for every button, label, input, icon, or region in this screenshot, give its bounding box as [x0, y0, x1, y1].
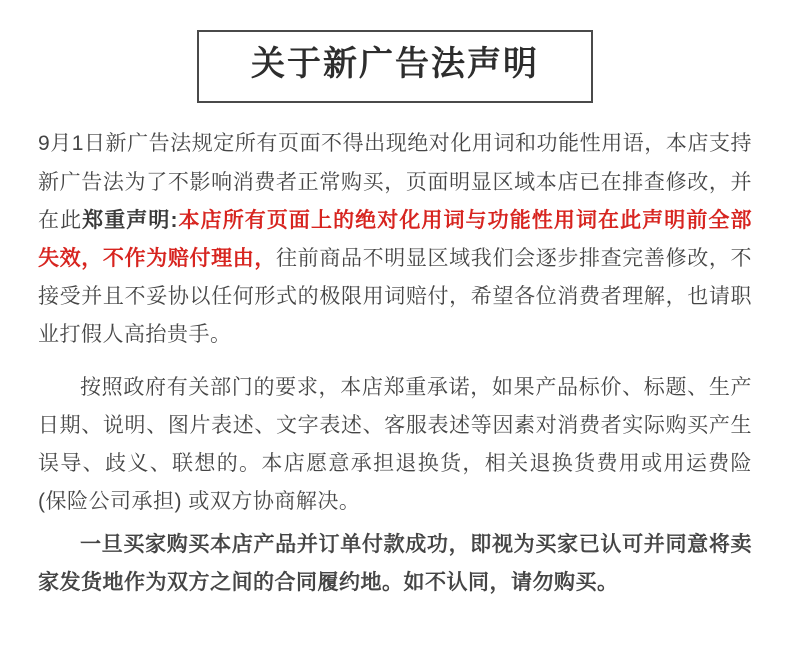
- p1-seg-4: 往前商品不明显区域我们会逐步排查完善修改，不接受并且不妥协以任何形式的极限用词赔付，希望各位消费者理解，也请职业打假人高抬贵手。: [38, 247, 752, 347]
- p1-seg-3: 本店所有页面上的绝对化用词与功能性用词在此声明前全部失效，不作为赔付理由，: [38, 208, 752, 271]
- paragraph-1: [38, 125, 752, 354]
- p3-seg-1: 一旦买家购买本店产品并订单付款成功，即视为买家已认可并同意将卖家发货地作为双方之间的合同履约地。如不认同，请勿购买。: [38, 532, 752, 594]
- statement-body: [0, 103, 790, 602]
- title-border-box: [197, 30, 593, 103]
- p1-seg-2: 郑重声明:: [82, 208, 178, 232]
- page-title: 关于新广告法声明: [251, 45, 539, 83]
- paragraph-2: [38, 369, 752, 522]
- paragraph-3: [38, 526, 752, 602]
- p2-seg-1: 按照政府有关部门的要求，本店郑重承诺，如果产品标价、标题、生产日期、说明、图片表述、文字表述、客服表述等因素对消费者实际购买产生误导、歧义、联想的。本店愿意承担退换货，相关退换货费用或用运费险(保险公司承担) 或双方协商解决。: [38, 375, 752, 514]
- p1-seg-1: 9月1日新广告法规定所有页面不得出现绝对化用词和功能性用语，本店支持新广告法为了不影响消费者正常购买，页面明显区域本店已在排查修改，并在此: [38, 132, 752, 232]
- title-container: [0, 0, 790, 103]
